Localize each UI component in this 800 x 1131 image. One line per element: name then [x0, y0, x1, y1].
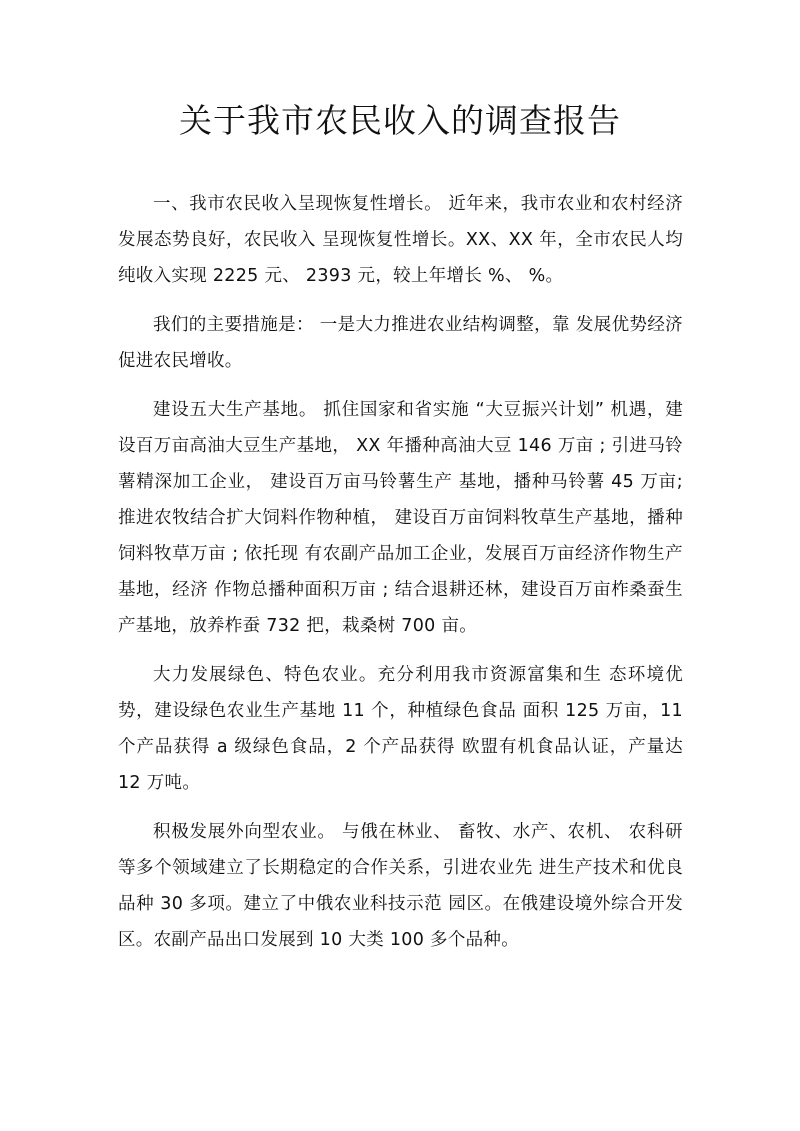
paragraph-export-agriculture: 积极发展外向型农业。 与俄在林业、 畜牧、水产、农机、 农科研等多个领域建立了长期稳定的合作关系，引进农业先 进生产技术和优良品种 30 多项。建立了中俄农业科技示范 园区。在俄建设境外综合开发区。农副产品出口发展到 10 大类 100 多个品种。 — [118, 822, 683, 950]
paragraph-production-bases: 建设五大生产基地。 抓住国家和省实施 “大豆振兴计划” 机遇，建设百万亩高油大豆生产基地， XX 年播种高油大豆 146 万亩 ; 引进马铃薯精深加工企业， 建设百万亩马铃薯生产 基地，播种马铃薯 45 万亩; 推进农牧结合扩大饲料作物种植， 建设百万亩饲料牧草生产基地，播种饲料牧草万亩 ; 依托现 有农副产品加工企业，发展百万亩经济作物生产基地，经济 作物总播种面积万亩 ; 结合退耕还林，建设百万亩柞桑蚕生 产基地，放养柞蚕 732 把，栽桑树 700 亩。 — [118, 400, 683, 636]
paragraph-income-growth: 一、我市农民收入呈现恢复性增长。 近年来，我市农业和农村经济发展态势良好，农民收入 呈现恢复性增长。XX、XX 年，全市农民人均纯收入实现 2225 元、 2393 元，较上年增长 %、 %。 — [118, 194, 683, 286]
document-body — [118, 186, 683, 971]
paragraph-main-measures: 我们的主要措施是： 一是大力推进农业结构调整，靠 发展优势经济促进农民增收。 — [118, 315, 683, 371]
paragraph-green-agriculture: 大力发展绿色、特色农业。充分利用我市资源富集和生 态环境优势，建设绿色农业生产基地 11 个，种植绿色食品 面积 125 万亩，11 个产品获得 a 级绿色食品，2 个产品获得 欧盟有机食品认证，产量达 12 万吨。 — [118, 665, 683, 793]
document-title: 关于我市农民收入的调查报告 — [179, 101, 621, 140]
